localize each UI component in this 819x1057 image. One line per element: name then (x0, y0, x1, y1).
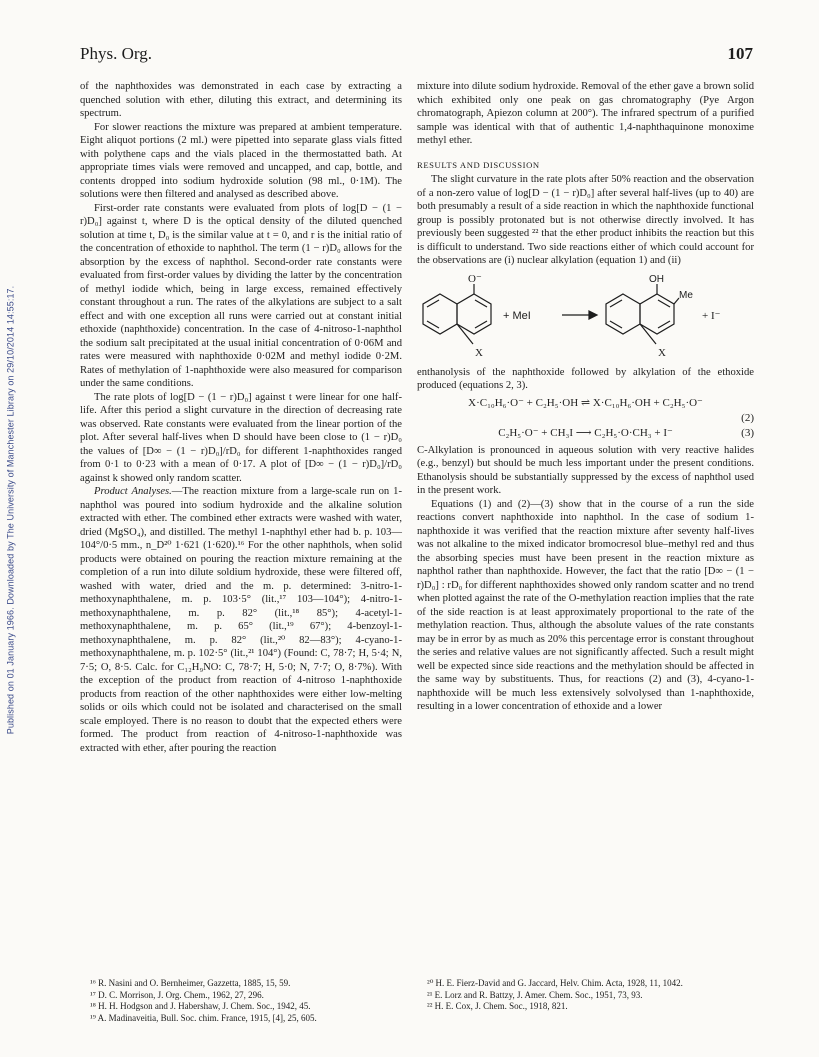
equation-text: C₂H₅·O⁻ + CH₃I ⟶ C₂H₅·O·CH₃ + I⁻ (498, 426, 673, 439)
reactant-label: O⁻ (468, 273, 482, 285)
right-column (417, 80, 754, 714)
paragraph: Equations (1) and (2)—(3) show that in the course of a run the side reactions convert naphthoxide into naphthol. In the case of sodium 1-naphthoxide it was verified that the reaction mixture after seventy half-lives was not alkaline to the mixed indicator bromocresol blue–methyl red and thus the absorbing species must have been present in the reaction mixture as naphthol rather than naphthoxide. However, the fact that the ratio [D∞ − (1 − r)D₀] : rD₀ for different naphthoxides showed only random scatter and no trend when plotted against the rate of the O-methylation reaction implies that the rate of the side reaction is at least approximately proportional to the rate of the methylation reaction. Thus, although the absolute values of the rate constants may be in error by as much as 20% this percentage error is constant throughout the series and relative values are not significantly affected. Such a result might well be expected since side reactions and the methylation should be affected in the same way by substituents. Thus, for reactions (2) and (3), 4-cyano-1-naphthoxide will be much less extensively solvolysed than 1-naphthoxide, resulting in a lower concentration of ethoxide and a lower (417, 498, 754, 712)
paragraph: enthanolysis of the naphthoxide followed by alkylation of the ethoxide produced (equations 2, 3). (417, 366, 754, 391)
paragraph-text: —The reaction mixture from a large-scale run on 1-naphthol was poured into sodium hydroxide and the alkaline solution extracted with ether. The combined ether extracts were washed with water, dried (MgSO₄), and distilled. The methyl 1-naphthyl ether had b. p. 103—104°/0·5 mm., n_D²⁰ 1·621 (1·620).¹⁶ For the other naphthols, when solid products were obtained on pouring the reaction mixture remaining at the completion of a run into dilute soldium hydroxide, these were filtered off, washed with water, dried and the m. p. determined: 3-nitro-1-methoxynaphthalene, m. p. 103·5° (lit.,¹⁷ 103—104°); 4-nitro-1-methoxynaphthalene, m. p. 82° (lit.,¹⁸ 85°); 4-acetyl-1-methoxynaphthalene, m. p. 65° (lit.,¹⁹ 67°); 4-benzoyl-1-methoxynaphthalene, m. p. 82° (lit.,²⁰ 82—83°); 4-cyano-1-methoxynaphthalene, m. p. 102·5° (lit.,²¹ 104°) (Found: C, 78·7; H, 5·4; N, 7·5; O, 8·5. Calc. for C₁₂H₉NO: C, 78·7; H, 5·0; N, 7·7; O, 8·7%). With the exception of the product from reaction of 4-nitroso 1-naphthoxide products from reaction of the other naphthoxides were either low-melting solids or oils which could not be isolated and characterised on the small scale employed. There is no reason to doubt that the expected ethers were formed. The product from reaction of 4-nitroso-1-naphthoxide was extracted with ether, after pouring the reaction (80, 486, 402, 754)
paragraph: C-Alkylation is pronounced in aqueous solution with very reactive halides (e.g., benzyl) but should be much less important under the present conditions. Ethanolysis should be substantially suppressed by the excess of naphthol used in the present work. (417, 444, 754, 496)
reaction-arrow (562, 311, 597, 319)
equation-3 (417, 426, 754, 441)
section-heading: RESULTS AND DISCUSSION (417, 159, 540, 170)
footnote: ²¹ E. Lorz and R. Battzy, J. Amer. Chem. Soc., 1951, 73, 93. (427, 989, 643, 1000)
footnotes-right (417, 978, 754, 1013)
equation-number: (3) (741, 426, 754, 439)
equation-2 (417, 396, 754, 411)
product-structure (606, 284, 679, 344)
footnote: ¹⁹ A. Madinaveitia, Bull. Soc. chim. France, 1915, [4], 25, 605. (90, 1012, 317, 1023)
equation-2-number-row (417, 411, 754, 426)
equation-text: X·C₁₀H₆·O⁻ + C₂H₅·OH ⇌ X·C₁₀H₆·OH + C₂H₅·O⁻ (468, 396, 703, 409)
subsection-heading: Product Analyses. (94, 486, 172, 497)
footnote: ²² H. E. Cox, J. Chem. Soc., 1918, 821. (427, 1001, 568, 1011)
paragraph: First-order rate constants were evaluated from plots of log[D − (1 − r)D₀] against t, where D is the optical density of the diluted quenched solution at time t, D₀ is the similar value at t = 0, and r is the initial ratio of the concentration of ethoxide to naphthol. The term (1 − r)D₀ allows for the absorption by the excess of naphthol. Second-order rate constants were evaluated from first-order values by dividing the latter by the concentration of methyl iodide which, being in large excess, remained effectively constant throughout a run. The rates of the alkylations are subject to a salt effect and with one exception all runs were carried out at constant initial ethoxide (naphthoxide) concentration. In the case of 4-nitroso-1-naphthol the sodium salt precipitated at the usual initial concentration of 0·06M and rates were measured with naphthoxide 0·02M and methyl iodide 0·2M. Rates of methylation of 1-naphthoxide were also measured for comparison under the same conditions. (80, 202, 402, 389)
left-column (80, 80, 402, 755)
download-watermark (2, 150, 18, 870)
footnote: ²⁰ H. E. Fierz-David and G. Jaccard, Helv. Chim. Acta, 1928, 11, 1042. (427, 978, 683, 988)
reaction-scheme-1 (417, 274, 754, 362)
paragraph: The rate plots of log[D − (1 − r)D₀] against t were linear for one half-life. After this period a slight curvature in the direction of decreasing rate was observed. Rate constants were evaluated from the linear portion of the plot. After several half-lives when D should have been close to (1 − r)D₀ the values of [D∞ − (1 − r)D₀]/rD₀ for different 1-naphthoxides ranged from 0·1 to 0·23 with a mean of 0·17. A plot of [D∞ − (1 − r)D₀]/rD₀ against k showed only random scatter. (80, 391, 402, 484)
product-analyses-paragraph (80, 485, 402, 755)
product-oh-label: OH (649, 273, 664, 285)
page-number: 107 (727, 44, 753, 63)
equation-block (417, 396, 754, 441)
page-header (80, 44, 753, 66)
product-extra-label: + I⁻ (702, 309, 721, 322)
paragraph: of the naphthoxides was demonstrated in each case by extracting a quenched solution with ether, diluting this extract, and determining its spectrum. (80, 81, 402, 119)
reaction-scheme-drawing (417, 274, 754, 362)
paragraph: The slight curvature in the rate plots after 50% reaction and the observation of a non-zero value of log[D − (1 − r)D₀] after several half-lives (up to 40) are both presumably a result of a side reaction in which the naphthoxide functional group is possibly protonated but is not otherwise directly involved. It has previously been suggested ²² that the ether product inhibits the reaction but this is difficult to understand. Two side reactions either of which could account for the observations are (i) nuclear alkylation (equation 1) and (ii) (417, 174, 754, 266)
paragraph: mixture into dilute sodium hydroxide. Removal of the ether gave a brown solid which exhibited only one peak on gas chromatography (Pye Argon chromatograph, Apiezon column at 200°). The infrared spectrum of a purified sample was identical with that of authentic 1,4-naphthaquinone monoxime methyl ether. (417, 81, 754, 146)
substituent-label: X (475, 346, 483, 359)
substituent-label: X (658, 346, 666, 359)
reagent-label: + MeI (503, 309, 531, 322)
equation-number: (2) (741, 411, 754, 424)
watermark-text: Published on 01 January 1966. Downloaded by The University of Manchester Library on 29/10/2014 14:55:17. (5, 285, 15, 735)
footnotes-left (80, 978, 402, 1024)
footnote: ¹⁶ R. Nasini and O. Bernheimer, Gazzetta, 1885, 15, 59. (90, 978, 291, 988)
naphthoxide-structure (423, 284, 491, 344)
footnote: ¹⁸ H. H. Hodgson and J. Habershaw, J. Chem. Soc., 1942, 45. (90, 1001, 311, 1011)
running-head: Phys. Org. (80, 44, 152, 63)
paragraph: For slower reactions the mixture was prepared at ambient temperature. Eight aliquot portions (2 ml.) were pipetted into separate glass vials fitted with polythene caps and the vials placed in the thermostatted bath. At appropriate times vials were removed and uncapped, and cap, bottle, and contents dropped into sodium hydroxide solution (98 ml., 0·1M). The solutions were then filtered and analysed as described above. (80, 121, 402, 200)
footnote: ¹⁷ D. C. Morrison, J. Org. Chem., 1962, 27, 296. (90, 989, 264, 1000)
product-me-label: Me (679, 289, 693, 301)
